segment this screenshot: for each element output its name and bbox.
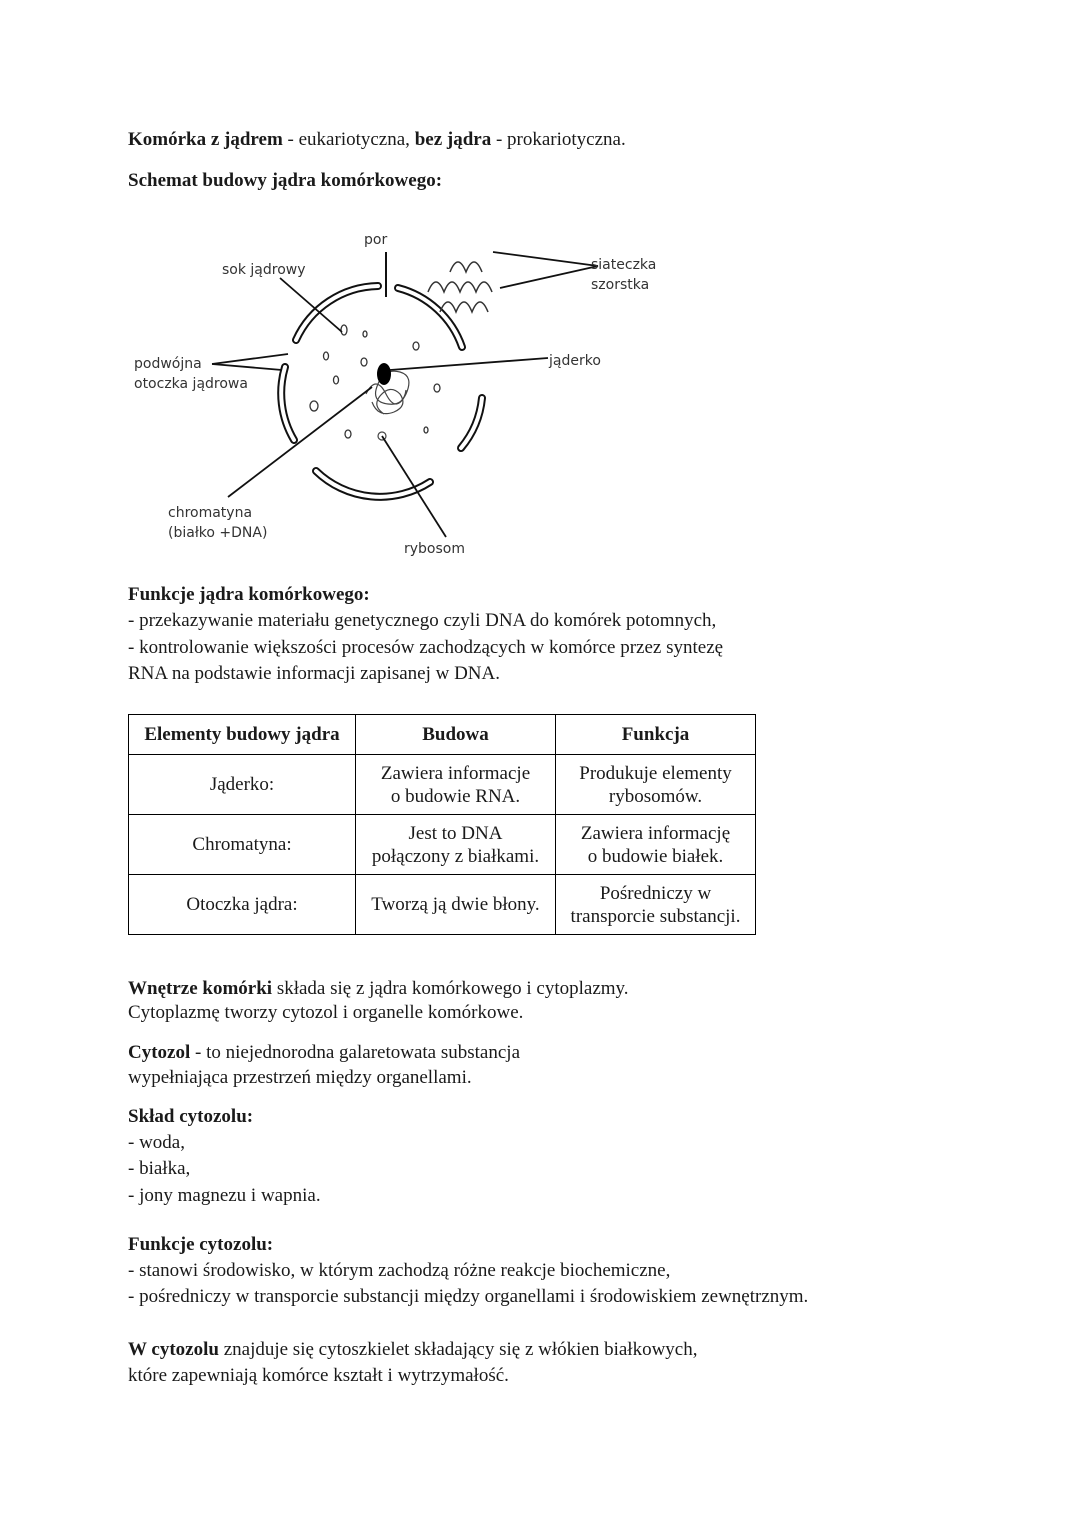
label-podwojna-2: otoczka jądrowa (134, 376, 248, 392)
nucleus-diagram (128, 222, 668, 567)
ribosome-icons (310, 325, 440, 438)
schemat-heading-text: Schemat budowy jądra komórkowego: (128, 170, 443, 191)
table-cell-element: Jąderko: (129, 755, 356, 815)
label-podwojna-1: podwójna (134, 356, 202, 372)
table-cell-budowa (356, 755, 556, 815)
cytozol-bold: Cytozol (128, 1042, 191, 1063)
intro-text-2: - prokariotyczna. (491, 129, 626, 150)
cell-line: Pośredniczy w (599, 882, 712, 904)
table-cell-funkcja (556, 755, 756, 815)
cytozol-line-2: wypełniająca przestrzeń między organellami. (128, 1067, 472, 1088)
cytozol-line-1 (128, 1040, 520, 1066)
nucleolus-icon (377, 363, 391, 385)
wnetrze-line-2: Cytoplazmę tworzy cytozol i organelle komórkowe. (128, 1002, 524, 1023)
intro-line (128, 127, 626, 153)
table-header-cell: Elementy budowy jądra (129, 715, 356, 755)
funkcje-jadra-line-3: RNA na podstawie informacji zapisanej w DNA. (128, 663, 500, 684)
funkcje-cytozolu-heading (128, 1232, 273, 1258)
wnetrze-text: składa się z jądra komórkowego i cytoplazmy. (272, 978, 629, 999)
funkcje-jadra-heading-text: Funkcje jądra komórkowego: (128, 584, 370, 605)
label-chromatyna-2: (białko +DNA) (168, 525, 268, 541)
sklad-heading (128, 1104, 253, 1130)
cytoszkielet-line-2: które zapewniają komórce kształt i wytrzymałość. (128, 1365, 509, 1386)
intro-bold-1: Komórka z jądrem (128, 129, 283, 150)
cell-line: transporcie substancji. (570, 905, 741, 927)
table-cell-element: Otoczka jądra: (129, 875, 356, 935)
table-header-cell: Funkcja (556, 715, 756, 755)
intro-text-1: - eukariotyczna, (282, 129, 415, 150)
funkcje-cytozolu-heading-text: Funkcje cytozolu: (128, 1234, 274, 1255)
cell-line: Jest to DNA (408, 822, 503, 844)
label-por: por (364, 232, 388, 248)
table-cell-funkcja (556, 875, 756, 935)
label-siateczka-1: siateczka (591, 257, 657, 273)
funkcje-cytozolu-line-2: - pośredniczy w transporcie substancji między organellami i środowiskiem zewnętrznym. (128, 1286, 809, 1307)
label-siateczka-2: szorstka (591, 277, 650, 293)
cell-line: połączony z białkami. (371, 845, 540, 867)
funkcje-cytozolu-line-1: - stanowi środowisko, w którym zachodzą różne reakcje biochemiczne, (128, 1260, 671, 1281)
table-header-row (129, 715, 756, 755)
cell-line: Zawiera informacje (380, 762, 531, 784)
funkcje-jadra-heading (128, 582, 370, 608)
label-chromatyna-1: chromatyna (168, 505, 253, 521)
cell-line: rybosomów. (608, 785, 703, 807)
wnetrze-line-1 (128, 976, 629, 1002)
table-row (129, 815, 756, 875)
sklad-heading-text: Skład cytozolu: (128, 1106, 254, 1127)
table-row (129, 875, 756, 935)
table-cell-element: Chromatyna: (129, 815, 356, 875)
label-sok: sok jądrowy (222, 262, 306, 278)
table-row (129, 755, 756, 815)
intro-bold-2: bez jądra (414, 129, 492, 150)
label-rybosom: rybosom (404, 541, 465, 557)
cytoszkielet-text: znajduje się cytoszkielet składający się z włókien białkowych, (218, 1339, 698, 1360)
funkcje-jadra-line-1: - przekazywanie materiału genetycznego czyli DNA do komórek potomnych, (128, 610, 717, 631)
cell-line: Zawiera informację (580, 822, 731, 844)
nucleus-elements-table (128, 714, 756, 935)
label-jaderko: jąderko (549, 353, 601, 369)
table-cell-funkcja (556, 815, 756, 875)
cytoszkielet-line-1 (128, 1337, 698, 1363)
cell-line: o budowie białek. (587, 845, 724, 867)
cytozol-text: - to niejednorodna galaretowata substancja (190, 1042, 521, 1063)
list-item: - białka, (128, 1158, 191, 1179)
list-item: - woda, (128, 1132, 185, 1153)
table-cell-budowa (356, 815, 556, 875)
funkcje-jadra-line-2: - kontrolowanie większości procesów zachodzących w komórce przez syntezę (128, 637, 724, 658)
cell-line: Produkuje elementy (579, 762, 732, 784)
list-item: - jony magnezu i wapnia. (128, 1185, 321, 1206)
table-cell-budowa: Tworzą ją dwie błony. (356, 875, 556, 935)
table-header-cell: Budowa (356, 715, 556, 755)
cell-line: o budowie RNA. (390, 785, 521, 807)
schemat-heading (128, 168, 442, 194)
wnetrze-bold: Wnętrze komórki (128, 978, 273, 999)
cytoszkielet-bold: W cytozolu (128, 1339, 219, 1360)
